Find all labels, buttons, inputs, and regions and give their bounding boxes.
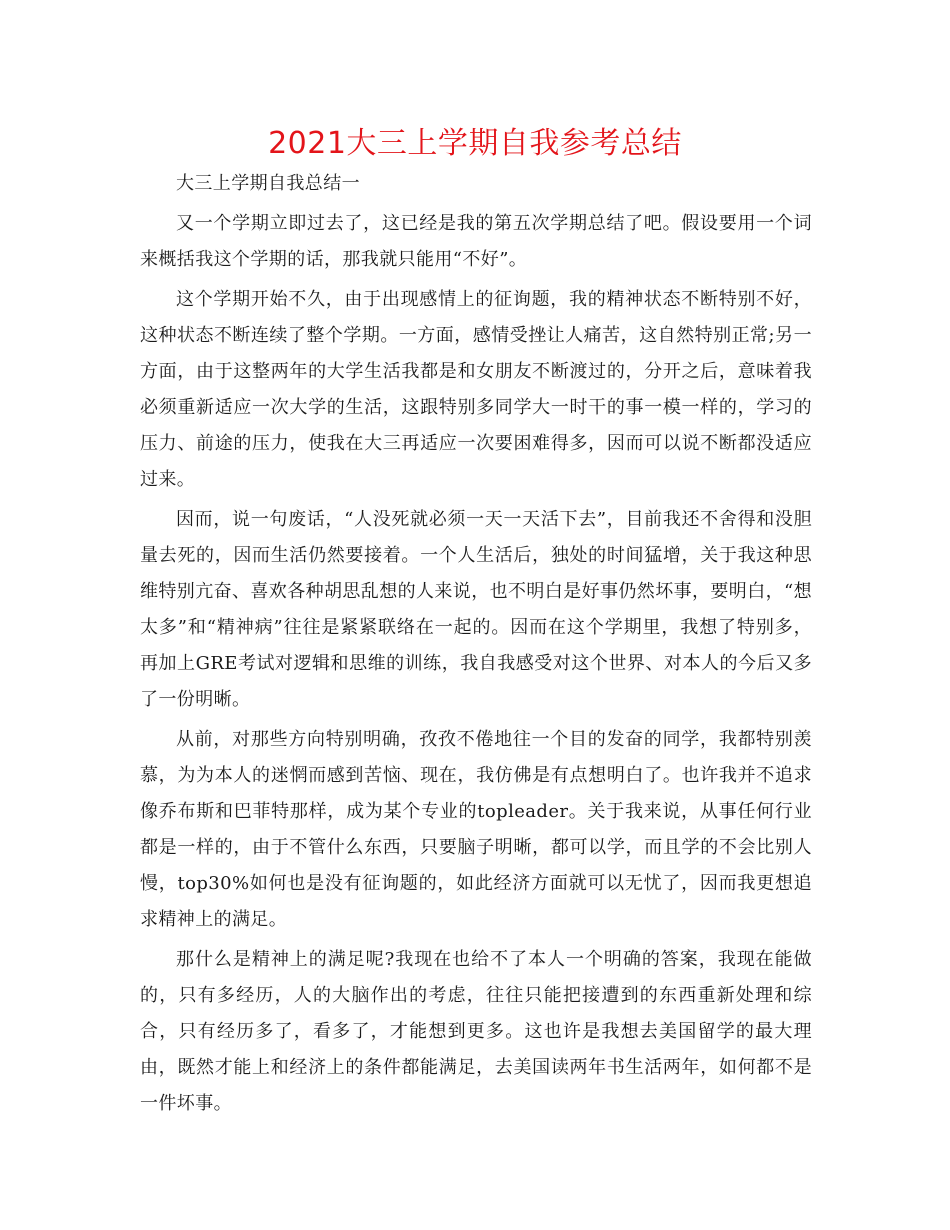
paragraph: 又一个学期立即过去了，这已经是我的第五次学期总结了吧。假设要用一个词来概括我这个学期的话，那我就只能用“不好”。	[140, 213, 812, 270]
paragraph: 从前，对那些方向特别明确，孜孜不倦地往一个目的发奋的同学，我都特别羡慕，为为本人的迷惘而感到苦恼、现在，我仿佛是有点想明白了。也许我并不追求像乔布斯和巴菲特那样，成为某个专业的topleader。关于我来说，从事任何行业都是一样的，由于不管什么东西，只要脑子明晰，都可以学，而且学的不会比别人慢，top30%如何也是没有征询题的，如此经济方面就可以无忧了，因而我更想追求精神上的满足。	[140, 729, 812, 930]
document-body	[140, 166, 812, 1122]
paragraph: 这个学期开始不久，由于出现感情上的征询题，我的精神状态不断特别不好，这种状态不断连续了整个学期。一方面，感情受挫让人痛苦，这自然特别正常;另一方面，由于这整两年的大学生活我都是和女朋友不断渡过的，分开之后，意味着我必须重新适应一次大学的生活，这跟特别多同学大一时干的事一模一样的，学习的压力、前途的压力，使我在大三再适应一次要困难得多，因而可以说不断都没适应过来。	[140, 289, 812, 490]
paragraph-subtitle: 大三上学期自我总结一	[176, 173, 360, 194]
paragraph: 那什么是精神上的满足呢?我现在也给不了本人一个明确的答案，我现在能做的，只有多经历，人的大脑作出的考虑，往往只能把接遭到的东西重新处理和综合，只有经历多了，看多了，才能想到更多。这也许是我想去美国留学的最大理由，既然才能上和经济上的条件都能满足，去美国读两年书生活两年，如何都不是一件坏事。	[140, 949, 812, 1114]
document-title: 2021大三上学期自我参考总结	[268, 126, 682, 161]
paragraph: 因而，说一句废话，“人没死就必须一天一天活下去”，目前我还不舍得和没胆量去死的，因而生活仍然要接着。一个人生活后，独处的时间猛增，关于我这种思维特别亢奋、喜欢各种胡思乱想的人来说，也不明白是好事仍然坏事，要明白，“想太多”和“精神病”往往是紧紧联络在一起的。因而在这个学期里，我想了特别多，再加上GRE考试对逻辑和思维的训练，我自我感受对这个世界、对本人的今后又多了一份明晰。	[140, 509, 812, 710]
